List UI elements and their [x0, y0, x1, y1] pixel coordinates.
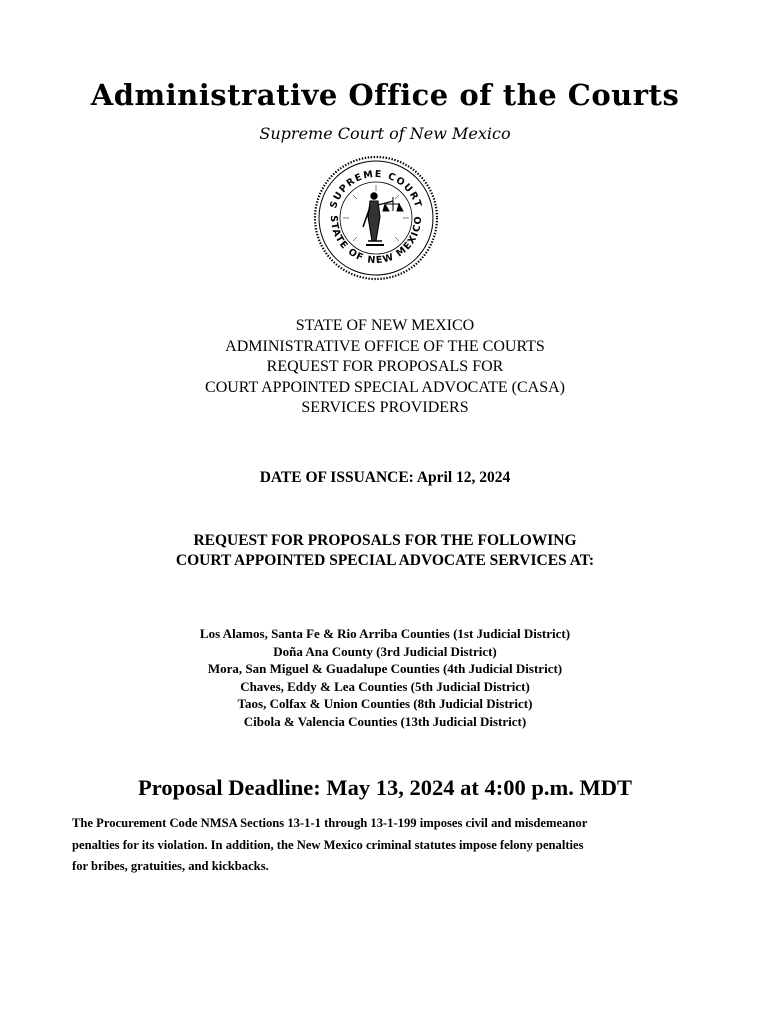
district-item: Cibola & Valencia Counties (13th Judicial District)	[243, 713, 527, 729]
state-block-line: STATE OF NEW MEXICO	[295, 317, 475, 334]
seal-bottom-text: STATE OF NEW MEXICO	[327, 214, 425, 267]
proposal-deadline: Proposal Deadline: May 13, 2024 at 4:00 p.m. MDT	[138, 775, 632, 800]
issuance-date: DATE OF ISSUANCE: April 12, 2024	[259, 469, 511, 486]
notice-line: penalties for its violation. In addition, the New Mexico criminal statutes impose felony penalties	[72, 837, 584, 852]
district-item: Taos, Colfax & Union Counties (8th Judicial District)	[237, 696, 533, 712]
state-block-line: ADMINISTRATIVE OFFICE OF THE COURTS	[225, 337, 545, 355]
seal-top-text: SUPREME COURT	[328, 168, 424, 210]
district-list	[0, 625, 770, 731]
procurement-notice	[72, 813, 702, 878]
org-title: Administrative Office of the Courts	[90, 78, 680, 112]
district-item: Mora, San Miguel & Guadalupe Counties (4th Judicial District)	[207, 661, 563, 677]
seal-graphic	[313, 155, 439, 281]
justice-figure-icon	[363, 193, 403, 245]
state-block-line: SERVICES PROVIDERS	[301, 399, 469, 416]
district-item: Chaves, Eddy & Lea Counties (5th Judicial District)	[240, 678, 530, 694]
court-seal-icon	[313, 155, 439, 281]
notice-line: The Procurement Code NMSA Sections 13-1-1 through 13-1-199 imposes civil and misdemeanor	[72, 816, 588, 830]
state-block-line: REQUEST FOR PROPOSALS FOR	[266, 358, 504, 375]
district-item: Doña Ana County (3rd Judicial District)	[273, 643, 497, 659]
state-block-line: COURT APPOINTED SPECIAL ADVOCATE (CASA)	[205, 378, 565, 396]
org-subtitle: Supreme Court of New Mexico	[259, 124, 511, 143]
rfp-heading-line: REQUEST FOR PROPOSALS FOR THE FOLLOWING	[193, 532, 577, 549]
state-block	[0, 316, 770, 419]
rfp-heading	[0, 531, 770, 571]
notice-line: for bribes, gratuities, and kickbacks.	[72, 859, 269, 873]
rfp-heading-line: COURT APPOINTED SPECIAL ADVOCATE SERVICES AT:	[175, 552, 595, 569]
district-item: Los Alamos, Santa Fe & Rio Arriba Counties (1st Judicial District)	[199, 626, 571, 641]
